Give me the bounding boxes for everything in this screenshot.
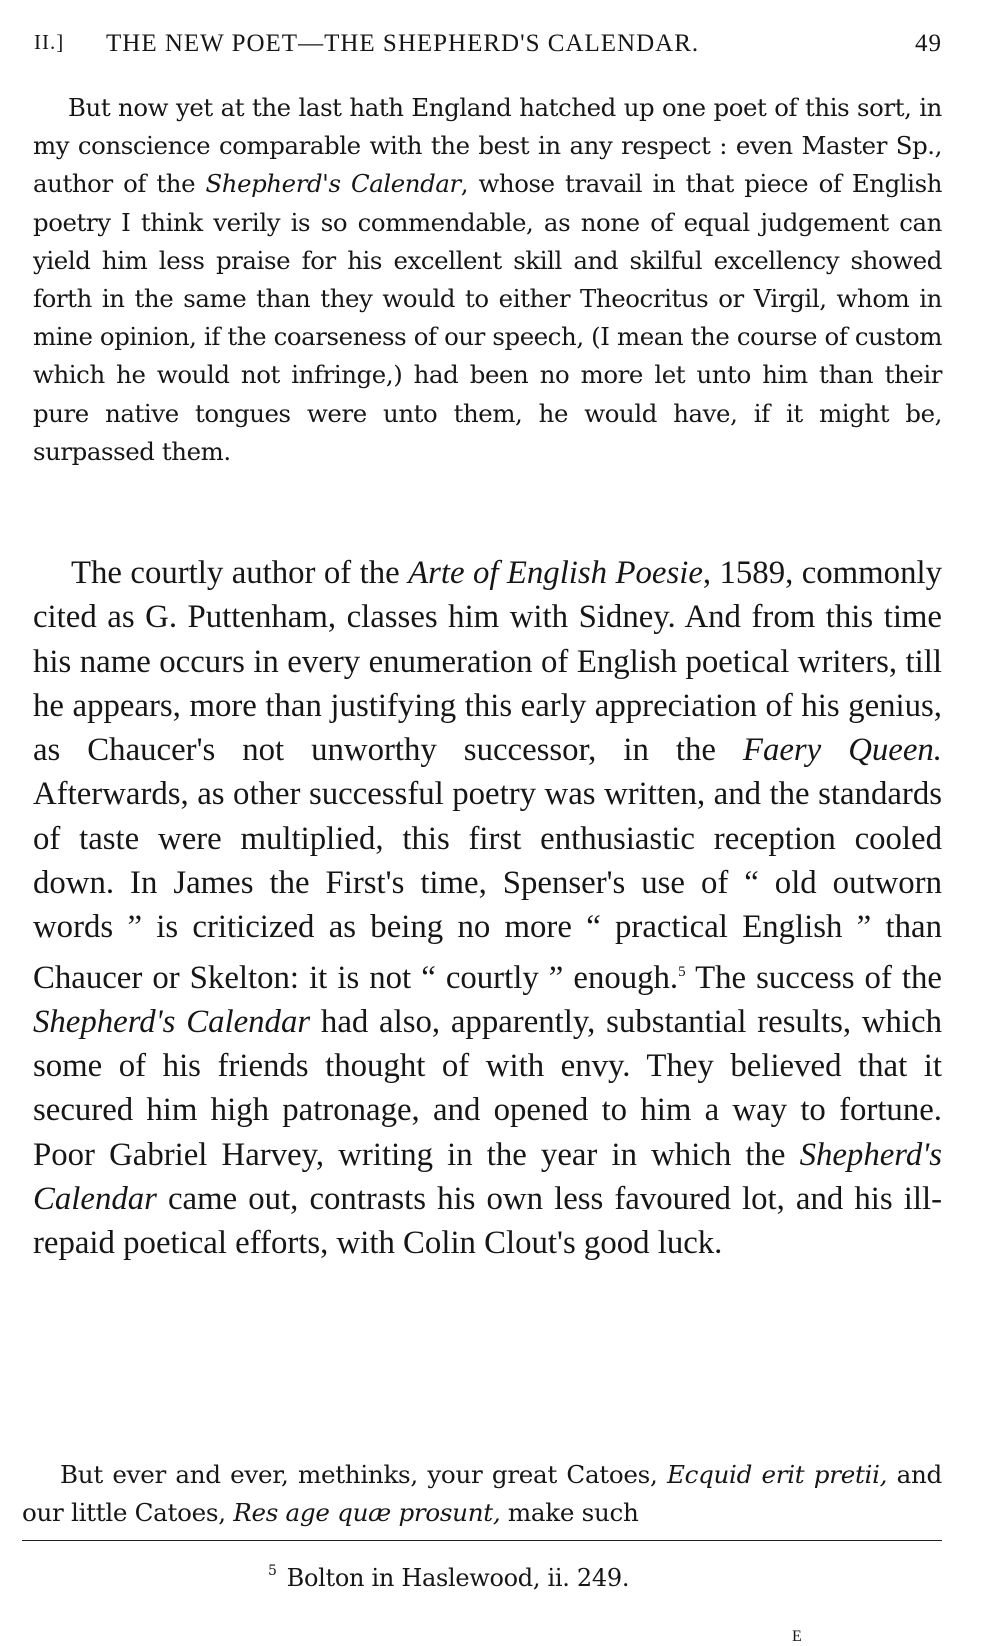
body-text: had also, apparently, substantial results, which some of his friends thought of with envy. They believed that it secured him high patronage, and opened to him a way to fortune. Poor Gabriel Harvey, writing in the year in which the — [33, 1003, 942, 1173]
block-quote-harvey — [22, 1456, 942, 1532]
quote-text: make such — [500, 1498, 639, 1527]
page-number: 49 — [915, 30, 942, 57]
quote-text: But ever and ever, methinks, your great Catoes, — [60, 1460, 667, 1489]
footnote-reference[interactable]: 5 — [678, 963, 686, 980]
quote-italic-latin: Ecquid erit pretii, — [666, 1460, 888, 1489]
footnote-text: Bolton in Haslewood, ii. 249. — [286, 1564, 630, 1592]
body-text: The courtly author of the — [71, 555, 409, 591]
footnote — [268, 1564, 629, 1592]
quote-italic-title: Shepherd's Calendar — [205, 169, 461, 199]
quote-text: , whose travail in that piece of English poetry I think verily is so commendable, as none of equal judgement can yield him less praise for his excellent skill and skilful excellency showed forth in the same than they would to either Theocritus or Virgil, whom in mine opinion, if the coarseness of our speech, (I mean the course of custom which he would not infringe,) had been no more let unto him than their pure native tongues were unto them, he would have, if it might be, surpassed them. — [33, 169, 943, 466]
quote-text: and our little Catoes, — [22, 1460, 942, 1527]
quote-italic-latin: Res age quæ prosunt, — [233, 1498, 501, 1527]
body-text: came out, contrasts his own less favoured lot, and his ill-repaid poetical efforts, with Colin Clout's good luck. — [33, 1181, 942, 1262]
running-head — [34, 30, 942, 64]
italic-title-arte: Arte of English Poesie — [408, 555, 703, 591]
quote-text: But now yet at the last hath England hatched up one poet of this sort, in my conscience comparable with the best in any respect : even Master Sp., author of the — [33, 93, 942, 199]
body-text: The success of the — [685, 959, 942, 996]
footnote-divider — [22, 1540, 942, 1541]
body-text: , 1589, commonly cited as G. Puttenham, classes him with Sidney. And from this time his name occurs in every enumeration of English poetical writers, till he appears, more than justifying this early appreciation of his genius, as Chaucer's not unworthy successor, in the — [33, 555, 942, 769]
body-text: Afterwards, as other successful poetry was written, and the standards of taste were multiplied, this first enthusiastic reception cooled down. In James the First's time, Spenser's use of “ old outworn words ” is criticized as being no more “ practical English ” than Chaucer or Skelton: it is not “ courtly ” enough. — [33, 776, 942, 996]
main-paragraph — [33, 551, 942, 1266]
footnote-mark: 5 — [268, 1563, 277, 1579]
printer-signature: E — [792, 1628, 802, 1645]
italic-title-faery-queen: Faery Queen. — [742, 732, 942, 769]
italic-title-shepherds-calendar: Shepherd's Calendar — [33, 1003, 311, 1040]
block-quote-webbe — [33, 89, 942, 471]
chapter-number: II.] — [34, 30, 65, 54]
italic-title-shepherds-calendar: Shepherd's Calendar — [33, 1136, 942, 1218]
running-title: THE NEW POET—THE SHEPHERD'S CALENDAR. — [106, 30, 700, 57]
